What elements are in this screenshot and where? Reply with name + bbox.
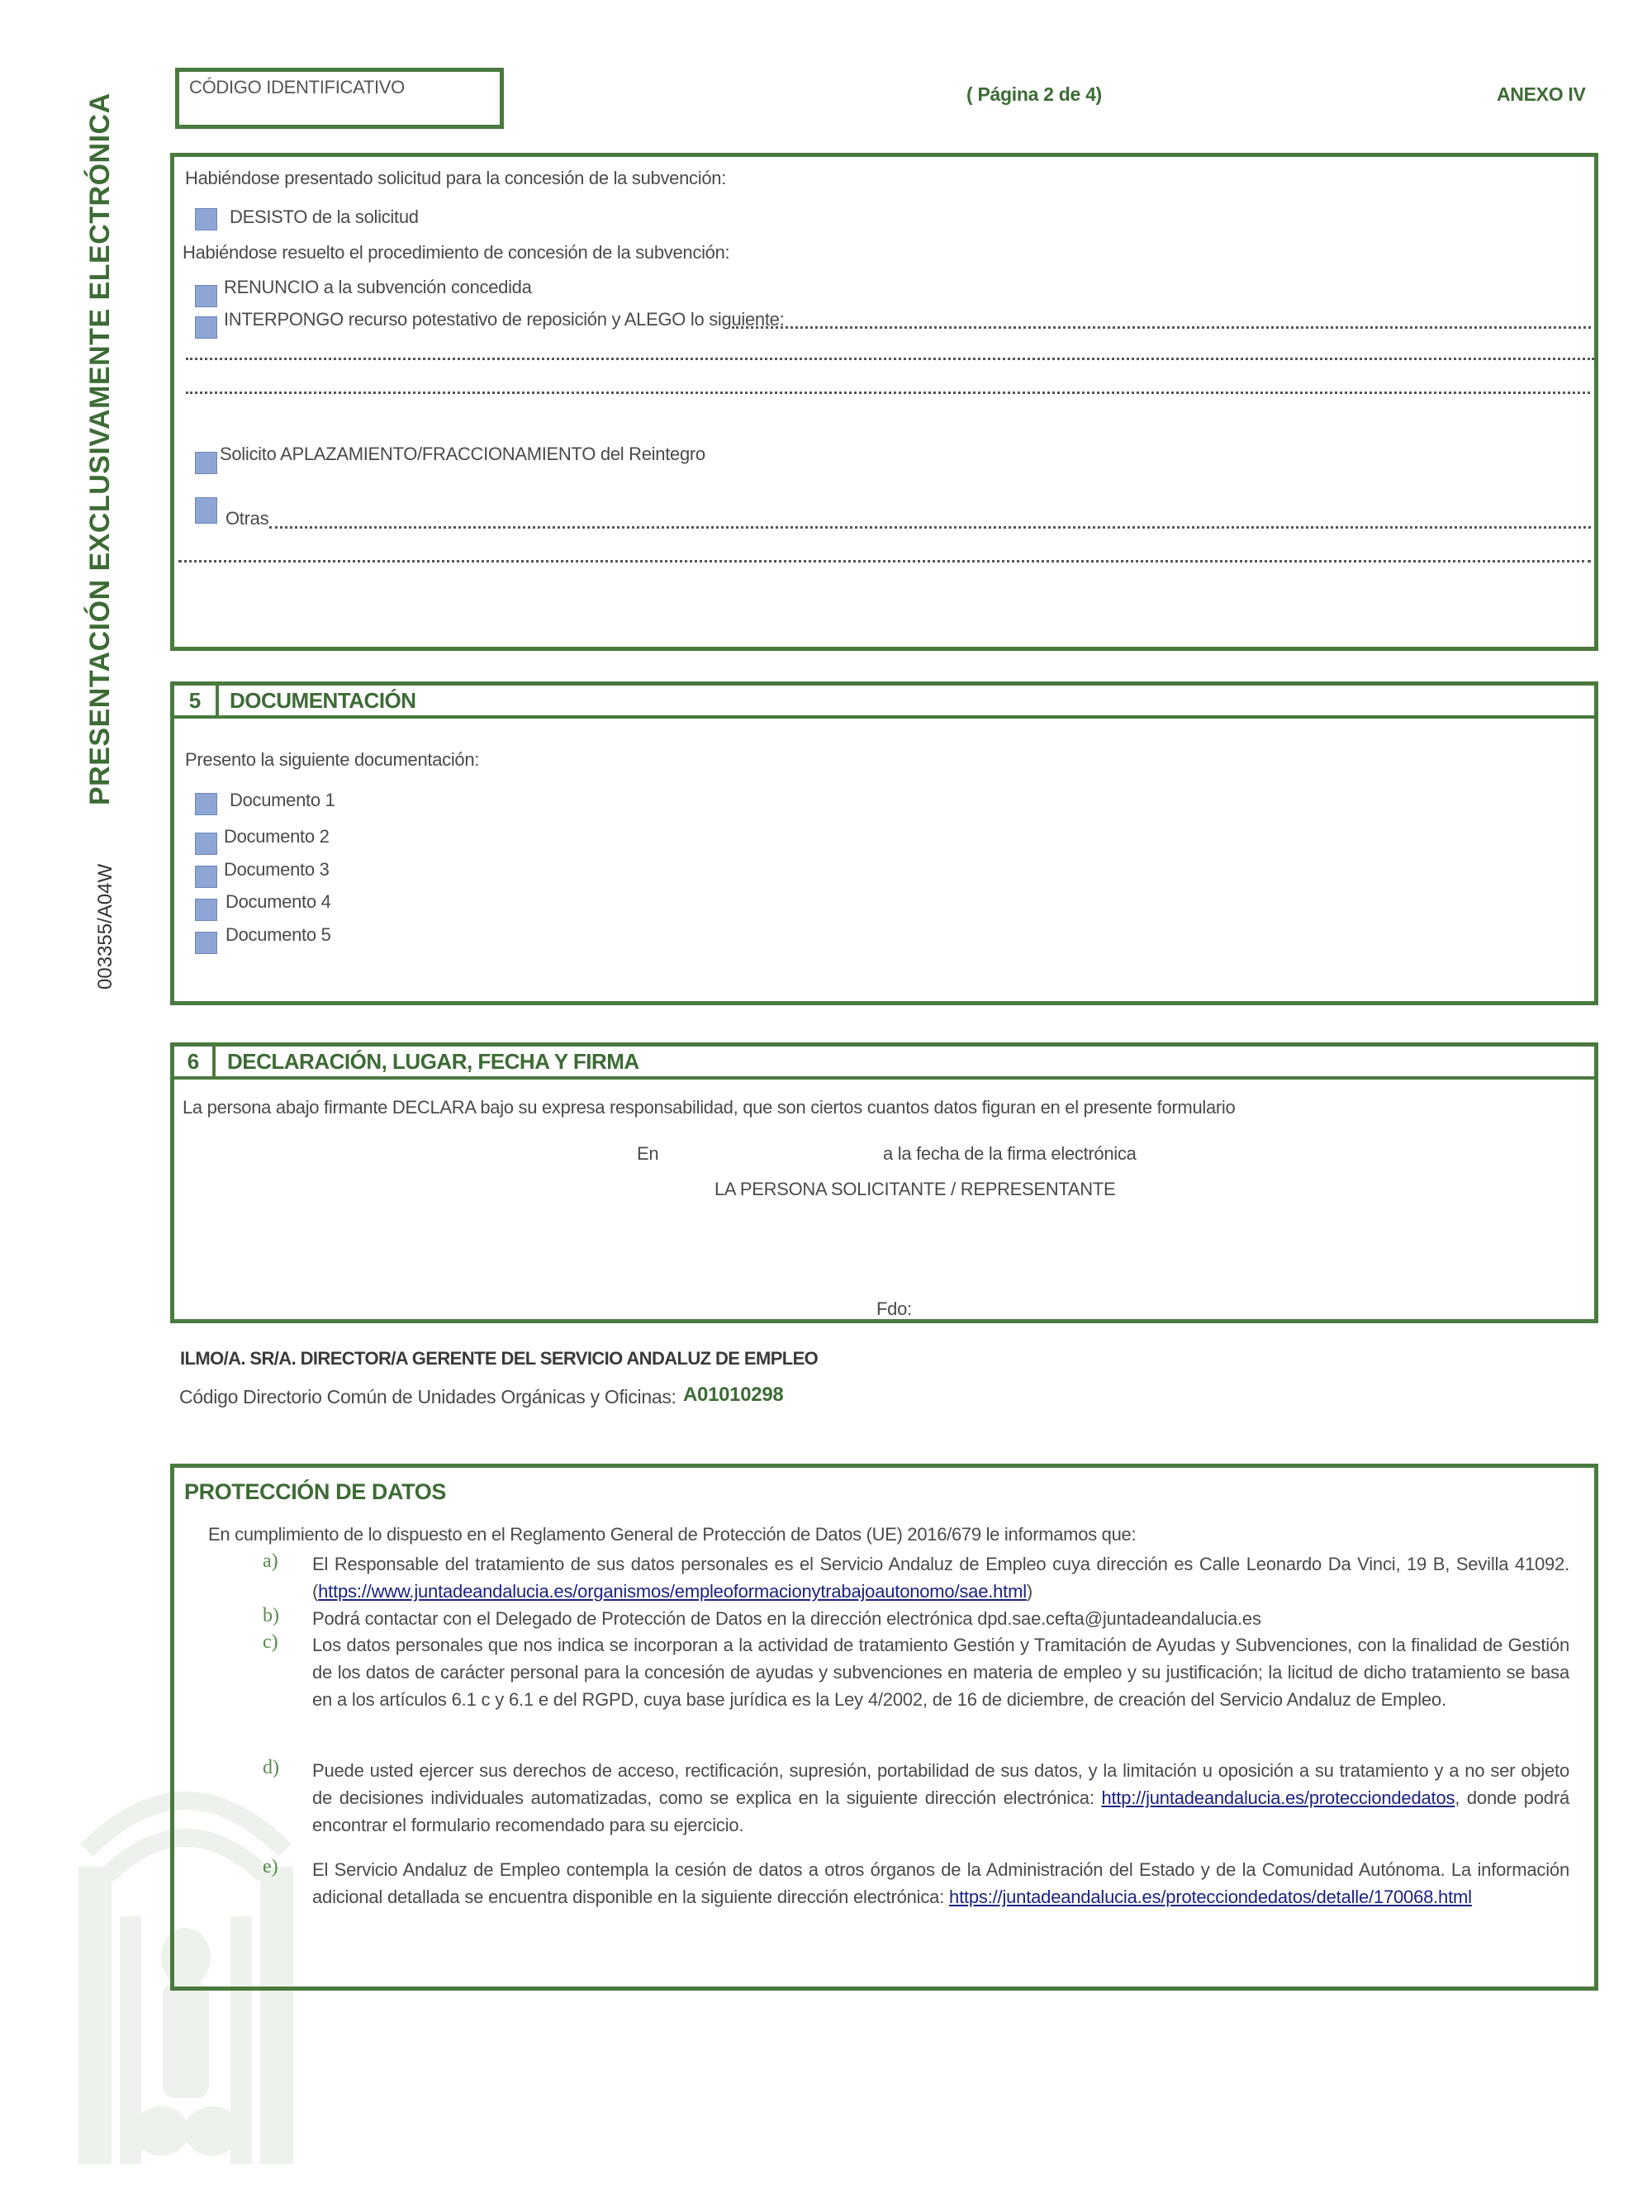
- section-6-title: DECLARACIÓN, LUGAR, FECHA Y FIRMA: [227, 1049, 639, 1074]
- directorio-code: A01010298: [683, 1384, 784, 1406]
- otras-checkbox[interactable]: [195, 497, 217, 524]
- protecciondedatos-link[interactable]: http://juntadeandalucia.es/protecciondedatos: [1101, 1787, 1455, 1808]
- documento-4-checkbox[interactable]: [195, 899, 217, 921]
- item-d-text: [312, 1757, 1569, 1839]
- recipient-title: ILMO/A. SR/A. DIRECTOR/A GERENTE DEL SERVICIO ANDALUZ DE EMPLEO: [180, 1348, 819, 1369]
- aplazamiento-checkbox[interactable]: [195, 452, 217, 474]
- section-4-box: [170, 153, 1598, 651]
- proteccion-datos-box: [170, 1464, 1598, 1991]
- item-e-text: [312, 1856, 1569, 1911]
- fecha-firma-label: a la fecha de la firma electrónica: [883, 1143, 1137, 1164]
- section-6-header: [174, 1047, 1594, 1080]
- item-b-letter: b): [263, 1605, 279, 1626]
- codigo-identificativo-box[interactable]: [175, 68, 504, 129]
- documento-5-checkbox[interactable]: [195, 932, 217, 954]
- proteccion-intro: En cumplimiento de lo dispuesto en el Reglamento General de Protección de Datos (UE) 2016/679 le informamos que:: [208, 1524, 1137, 1545]
- intro-resuelto: Habiéndose resuelto el procedimiento de concesión de la subvención:: [183, 242, 730, 263]
- section-5-box: [170, 681, 1598, 1005]
- item-d-letter: d): [263, 1757, 279, 1778]
- item-a-text: [312, 1550, 1569, 1605]
- alego-line-2[interactable]: [186, 358, 1594, 360]
- section-5-title: DOCUMENTACIÓN: [230, 688, 416, 713]
- alego-line-3[interactable]: [186, 392, 1590, 394]
- item-a-body: El Responsable del tratamiento de sus datos personales es el Servicio Andaluz de Empleo cuya dirección es Calle Leonardo Da Vinci, 19 B, Sevilla 41092. (: [312, 1554, 1569, 1602]
- item-e-body: El Servicio Andaluz de Empleo contempla la cesión de datos a otros órganos de la Administración del Estado y de la Comunidad Autónoma. La información adicional detallada se encuentra disponible en la siguiente dirección electrónica:: [312, 1859, 1569, 1907]
- directorio-label: Código Directorio Común de Unidades Orgánicas y Oficinas:: [179, 1386, 676, 1407]
- item-c-letter: c): [263, 1631, 278, 1653]
- item-a-after: ): [1026, 1581, 1033, 1602]
- documento-2-label: Documento 2: [224, 826, 330, 847]
- item-d-after: , donde podrá encontrar el formulario recomendado para su ejercicio.: [312, 1787, 1570, 1835]
- documento-4-label: Documento 4: [225, 891, 331, 912]
- renuncio-checkbox[interactable]: [195, 285, 217, 307]
- codigo-identificativo-label: CÓDIGO IDENTIFICATIVO: [189, 77, 405, 97]
- persona-solicitante-label: LA PERSONA SOLICITANTE / REPRESENTANTE: [714, 1179, 1116, 1199]
- item-a-letter: a): [263, 1550, 278, 1572]
- section-5-header: [174, 686, 1594, 719]
- lugar-en-label: En: [637, 1143, 659, 1164]
- declaracion-text: La persona abajo firmante DECLARA bajo su expresa responsabilidad, que son ciertos cuantos datos figuran en el presente formulario: [183, 1097, 1236, 1118]
- documento-2-checkbox[interactable]: [195, 833, 217, 855]
- documentacion-intro: Presento la siguiente documentación:: [185, 749, 480, 770]
- otras-line-2[interactable]: [178, 560, 1591, 562]
- section-6-box: [170, 1042, 1598, 1323]
- section-6-number: 6: [174, 1047, 216, 1076]
- item-b-text: Podrá contactar con el Delegado de Protección de Datos en la dirección electrónica dpd.sae.cefta@juntadeandalucia.es: [312, 1608, 1261, 1629]
- vertical-title: PRESENTACIÓN EXCLUSIVAMENTE ELECTRÓNICA: [84, 93, 116, 805]
- section-5-number: 5: [174, 686, 219, 715]
- renuncio-label: RENUNCIO a la subvención concedida: [224, 277, 532, 297]
- aplazamiento-label: Solicito APLAZAMIENTO/FRACCIONAMIENTO del Reintegro: [220, 444, 705, 464]
- documento-1-checkbox[interactable]: [195, 793, 217, 815]
- otras-line-1[interactable]: [269, 526, 1591, 529]
- proteccion-title: PROTECCIÓN DE DATOS: [184, 1479, 446, 1504]
- intro-presentada: Habiéndose presentado solicitud para la concesión de la subvención:: [185, 168, 727, 188]
- documento-3-checkbox[interactable]: [195, 866, 217, 888]
- item-d-body: Puede usted ejercer sus derechos de acceso, rectificación, supresión, portabilidad de sus datos, y la limitación u oposición a su tratamiento y a no ser objeto de decisiones individuales automatizadas, como se explica en la siguiente dirección electrónica:: [312, 1760, 1569, 1808]
- interpongo-checkbox[interactable]: [195, 316, 217, 339]
- interpongo-label: INTERPONGO recurso potestativo de reposición y ALEGO lo siguiente:: [224, 309, 785, 330]
- item-c-text: Los datos personales que nos indica se incorporan a la actividad de tratamiento Gestión y Tramitación de Ayudas y Subvenciones, con la finalidad de Gestión de los datos de carácter personal para la concesión de ayudas y subvenciones en materia de empleo y su justificación; la licitud de dicho tratamiento se basa en a los artículos 6.1 c y 6.1 e del RGPD, cuya base jurídica es la Ley 4/2002, de 16 de diciembre, de creación del Servicio Andaluz de Empleo.: [312, 1635, 1569, 1710]
- documento-1-label: Documento 1: [230, 790, 335, 810]
- documento-5-label: Documento 5: [225, 924, 331, 945]
- item-e-letter: e): [263, 1856, 278, 1877]
- otras-label: Otras: [225, 508, 269, 529]
- desisto-checkbox[interactable]: [195, 208, 217, 230]
- page-indicator: ( Página 2 de 4): [966, 83, 1102, 105]
- desisto-label: DESISTO de la solicitud: [230, 206, 419, 227]
- alego-line-1[interactable]: [732, 326, 1591, 329]
- detalle-170068-link[interactable]: https://juntadeandalucia.es/protecciondedatos/detalle/170068.html: [949, 1887, 1472, 1907]
- documento-3-label: Documento 3: [224, 859, 330, 880]
- firma-fdo-label[interactable]: Fdo:: [876, 1298, 912, 1319]
- form-code: 003355/A04W: [94, 863, 116, 990]
- sae-link[interactable]: https://www.juntadeandalucia.es/organismos/empleoformacionytrabajoautonomo/sae.html: [318, 1581, 1027, 1602]
- annex-label: ANEXO IV: [1497, 83, 1586, 105]
